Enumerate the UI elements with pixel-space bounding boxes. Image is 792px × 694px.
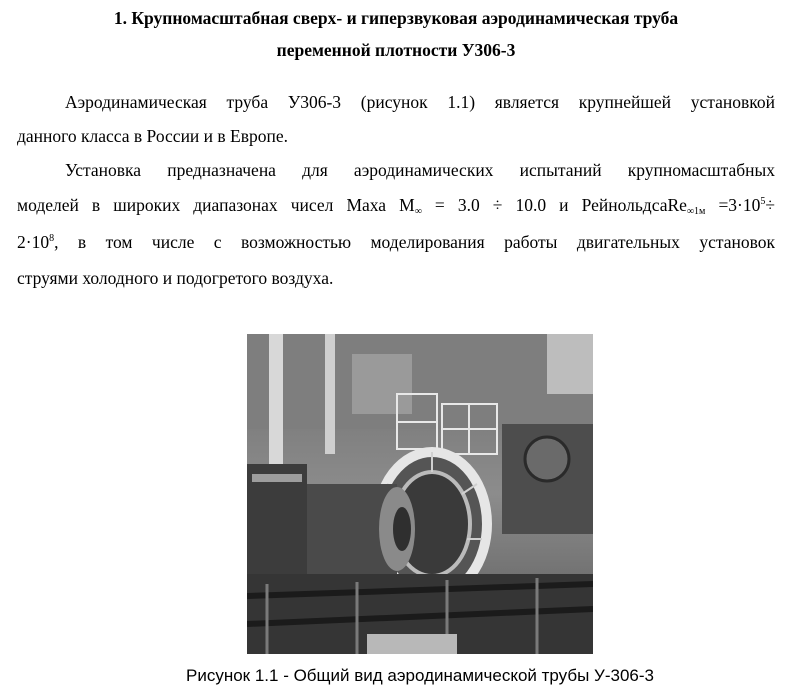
mach-subscript: ∞ <box>414 206 422 217</box>
paragraph-1-line-2: данного класса в России и в Европе. <box>17 126 289 146</box>
wind-tunnel-photo <box>247 334 593 654</box>
reynolds-subscript: ∞1м <box>686 206 706 217</box>
reynolds-exponent: 5 <box>760 196 766 207</box>
reynolds-value: =3·10 <box>705 195 761 215</box>
heading-line-1: 1. Крупномасштабная сверх- и гиперзвуковая аэродинамическая труба <box>113 8 679 28</box>
figure-caption: Рисунок 1.1 - Общий вид аэродинамической трубы У-306-3 <box>186 666 654 685</box>
paragraph-2-line-3 <box>17 232 775 252</box>
paragraph-2-line-3-rest: , в том числе с возможностью моделирования работы двигательных установок <box>54 232 775 252</box>
range-start: 2·10 <box>17 232 50 252</box>
mach-text: моделей в широких диапазонах чисел Маха M <box>17 195 415 215</box>
heading-line-2: переменной плотности У306-3 <box>276 40 516 60</box>
division-sign: ÷ <box>765 195 775 215</box>
range-exponent: 8 <box>49 233 55 244</box>
paragraph-1-line-1: Аэродинамическая труба У306-3 (рисунок 1.1) является крупнейшей установкой <box>65 92 775 112</box>
paragraph-2-line-2 <box>17 195 775 215</box>
paragraph-2-line-4: струями холодного и подогретого воздуха. <box>17 268 334 288</box>
paragraph-2-line-1: Установка предназначена для аэродинамических испытаний крупномасштабных <box>65 160 775 180</box>
mach-range: = 3.0 ÷ 10.0 и РейнольдсаRe <box>421 195 687 215</box>
